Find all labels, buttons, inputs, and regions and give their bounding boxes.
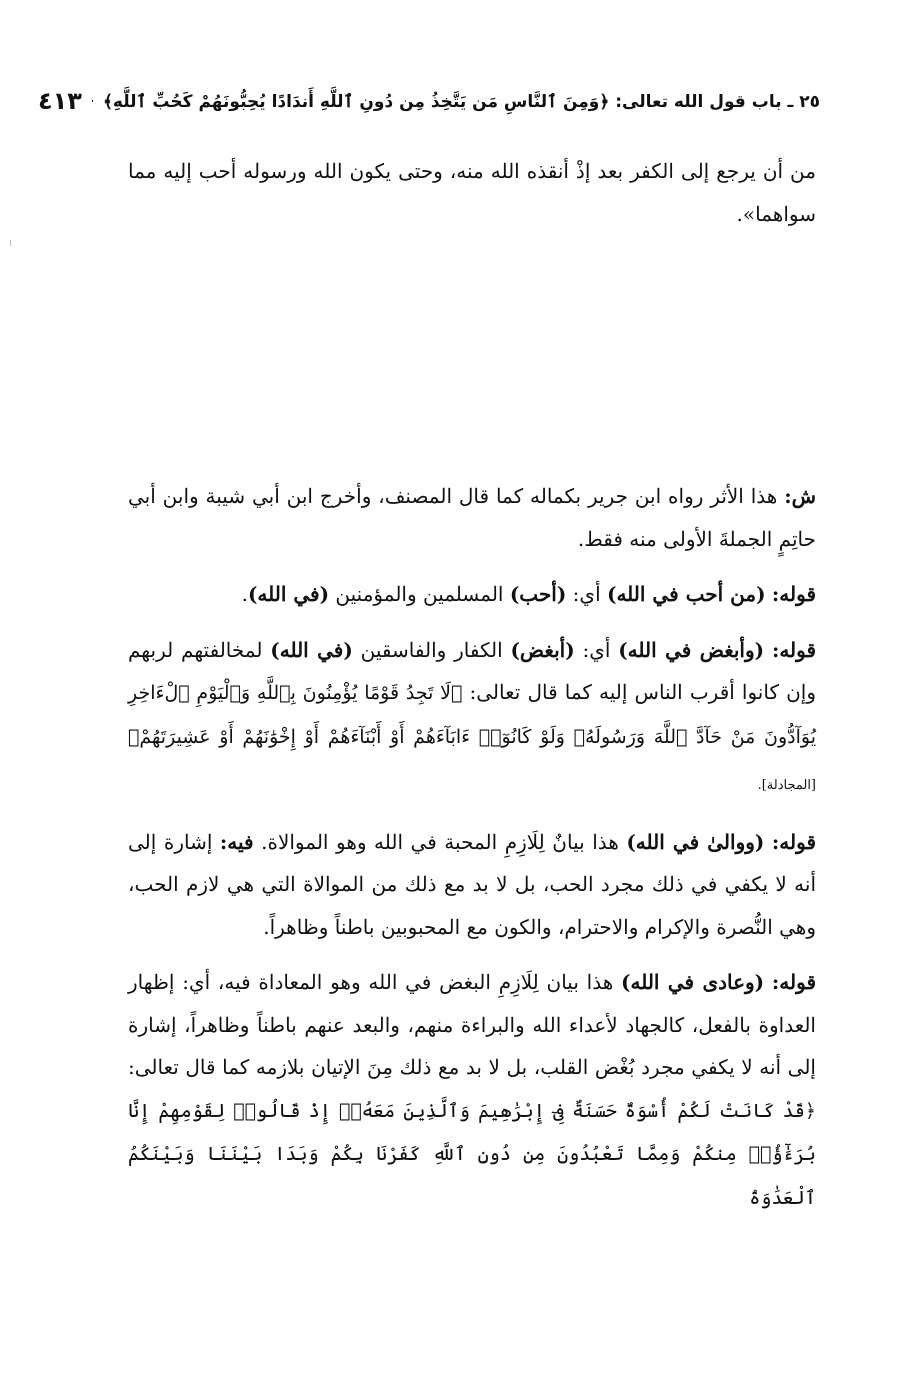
body-text: هذا الأثر رواه ابن جرير بكماله كما قال المصنف، وأخرج ابن أبي شيبة وابن أبي حاتِمٍ الجملةَ الأولى منه فقط. xyxy=(128,484,816,551)
quoted-phrase: (من أحب في الله) xyxy=(607,582,766,606)
quoted-phrase: فيه: xyxy=(219,829,254,854)
quoted-phrase: (في الله) xyxy=(270,637,353,662)
header-rule xyxy=(92,100,93,102)
paragraph-lead: قوله: xyxy=(771,637,817,662)
page-number: ٤١٣ xyxy=(38,87,82,115)
paragraph-lead: قوله: xyxy=(771,970,817,994)
continued-paragraph xyxy=(128,150,816,249)
chapter-title: ٢٥ ـ باب قول الله تعالى: ﴿وَمِنَ ٱلنَّاسِ مَن يَتَّخِذُ مِن دُونِ ٱللَّهِ أَندَادًا يُحِبُّونَهُمْ كَحُبِّ ٱللَّهِ﴾ xyxy=(102,91,820,112)
paragraph-lead: قوله: xyxy=(771,582,816,606)
body-text: الكفار والفاسقين xyxy=(352,637,511,662)
quoted-phrase: (وأبغض في الله) xyxy=(618,637,765,662)
body-text: هذا بيان لِلَازِمِ البغض في الله وهو المعاداة فيه، أي: إظهار العداوة بالفعل، كالجهاد لأعداء الله والبراءة منهم، والبعد عنهم باطناً وظاهراً، إشارة إلى أنه لا يكفي مجرد بُغْض القلب، بل لا بد مع ذلك مِنَ الإتيان بلازمه كما قال تعالى: xyxy=(128,970,816,1079)
commentary-section xyxy=(128,475,816,1232)
body-text xyxy=(764,830,772,854)
surah-reference: [المجادلة]. xyxy=(757,778,816,793)
body-text: أي: xyxy=(566,582,607,606)
body-text: لمخالفتهم لربهم وإن كانوا أقرب الناس إليه كما قال تعالى: xyxy=(128,637,816,704)
quran-verse: ﴿لَا تَجِدُ قَوْمًا يُؤْمِنُونَ بِٱللَّهِ وَٱلْيَوْمِ ٱلْءَاخِرِ يُوَآدُّونَ مَنْ حَآدَّ ٱللَّهَ وَرَسُولَهُۥ وَلَوْ كَانُوٓا۟ ءَابَآءَهُمْ أَوْ أَبْنَآءَهُمْ أَوْ إِخْوَٰنَهُمْ أَوْ عَشِيرَتَهُمْ﴾ xyxy=(128,682,816,748)
commentary-paragraph xyxy=(128,573,816,616)
quoted-phrase: (ووالىٰ في الله) xyxy=(626,829,765,854)
paragraph-continuation: من أن يرجع إلى الكفر بعد إذْ أنقذه الله منه، وحتى يكون الله ورسوله أحب إليه مما سواهما». xyxy=(128,159,816,226)
body-text: أي: xyxy=(574,637,619,662)
body-text: إشارة إلى أنه لا يكفي في ذلك مجرد الحب، بل لا بد مع ذلك من الموالاة التي هي لازم الحب، وهي النُّصرة والإكرام والاحترام، والكون مع المحبوبين باطناً وظاهراً. xyxy=(128,829,816,939)
paragraph-lead: ش: xyxy=(784,484,816,508)
commentary-paragraph xyxy=(128,475,816,560)
commentary-paragraph xyxy=(128,961,816,1219)
body-text: . xyxy=(241,582,248,606)
quoted-phrase: (في الله) xyxy=(247,582,330,606)
body-text xyxy=(764,970,772,994)
paragraph-lead: قوله: xyxy=(771,829,816,854)
commentary-paragraph xyxy=(128,821,816,949)
commentary-paragraph xyxy=(128,629,816,808)
quoted-phrase: (أحب) xyxy=(509,582,567,606)
quoted-phrase: (وعادى في الله) xyxy=(621,970,765,994)
quoted-phrase: (أبغض) xyxy=(510,637,575,662)
body-text: هذا بيانٌ لِلَازِمِ المحبة في الله وهو الموالاة. xyxy=(253,829,627,854)
body-text xyxy=(764,638,772,662)
body-text: المسلمين والمؤمنين xyxy=(329,582,510,606)
margin-mark xyxy=(10,240,11,246)
quran-verse: ﴿قَدْ كَانَتْ لَكُمْ أُسْوَةٌ حَسَنَةٌ فِىٓ إِبْرَٰهِيمَ وَٱلَّذِينَ مَعَهُۥٓ إِذْ قَالُوا۟ لِقَوْمِهِمْ إِنَّا بُرَءَٰٓؤُا۟ مِنكُمْ وَمِمَّا تَعْبُدُونَ مِن دُونِ ٱللَّهِ كَفَرْنَا بِكُمْ وَبَدَا بَيْنَنَا وَبَيْنَكُمُ ٱلْعَدَٰوَةُ xyxy=(128,1099,816,1209)
running-header xyxy=(38,84,820,118)
